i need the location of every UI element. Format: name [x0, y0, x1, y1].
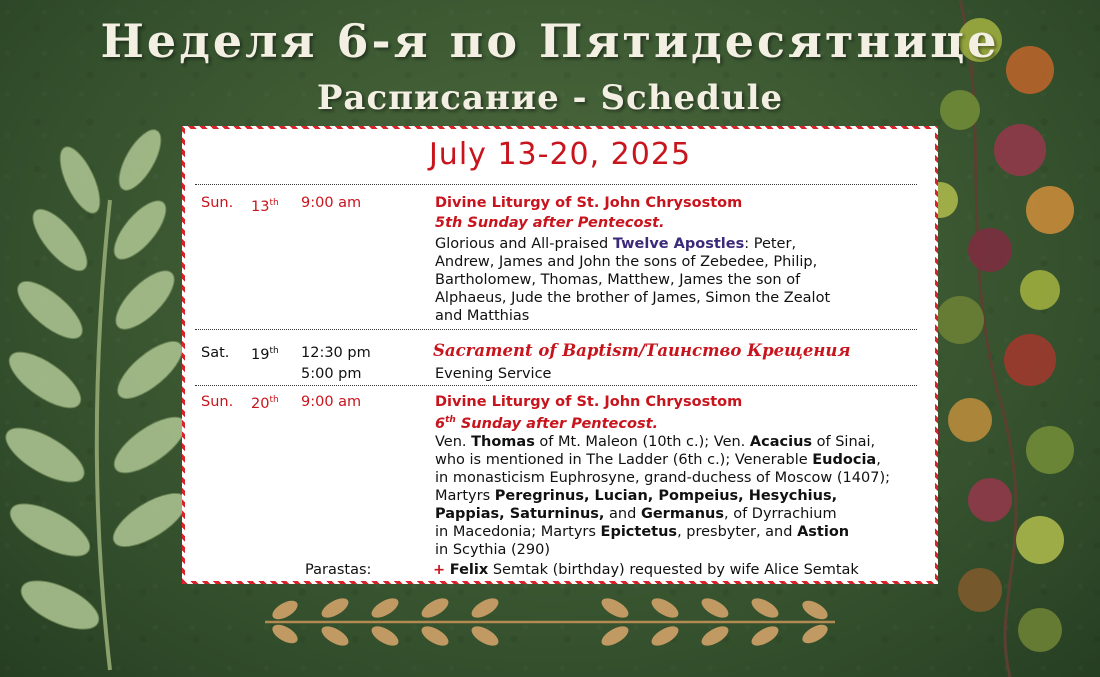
schedule-panel [182, 126, 938, 584]
commemoration-line: Ven. Thomas of Mt. Maleon (10th c.); Ven. Acacius of Sinai, [435, 434, 876, 450]
commemoration-line: in Macedonia; Martyrs Epictetus, presbyter, and Astion [435, 524, 850, 540]
left-leaf-branch-decoration [0, 60, 190, 677]
entry-time: 9:00 am [301, 394, 362, 410]
page-subtitle: Расписание - Schedule [316, 78, 784, 118]
entry-time: 5:00 pm [301, 366, 362, 382]
commemoration-line: in Scythia (290) [435, 542, 550, 558]
entry-date: 20th [251, 395, 279, 412]
parastas-text: + Felix Semtak (birthday) requested by wife Alice Semtak [433, 562, 859, 578]
commemoration-line: Martyrs Peregrinus, Lucian, Pompeius, Hesychius, [435, 488, 838, 504]
divider [195, 385, 917, 386]
page-title: Неделя 6-я по Пятидесятнице [100, 14, 1000, 68]
service-subtitle: 6th Sunday after Pentecost. [435, 415, 659, 432]
service-subtitle: 5th Sunday after Pentecost. [435, 215, 665, 231]
service-title: Sacrament of Baptism/Таинство Крещения [433, 341, 851, 360]
entry-date: 19th [251, 346, 279, 363]
service-title: Divine Liturgy of St. John Chrysostom [435, 394, 743, 410]
feast-description-line: and Matthias [435, 308, 530, 324]
feast-description-line: Bartholomew, Thomas, Matthew, James the son of [435, 272, 801, 288]
feast-description: Glorious and All-praised Twelve Apostles: Peter, [435, 236, 797, 252]
commemoration-line: who is mentioned in The Ladder (6th c.); Venerable Eudocia, [435, 452, 881, 468]
entry-day: Sun. [201, 195, 234, 211]
commemoration-line: Pappias, Saturninus, and Germanus, of Dyrrachium [435, 506, 837, 522]
parastas-label: Parastas: [305, 562, 372, 578]
entry-day: Sat. [201, 345, 230, 361]
feast-description-line: Andrew, James and John the sons of Zebedee, Philip, [435, 254, 818, 270]
entry-date: 13th [251, 198, 279, 215]
service-title: Divine Liturgy of St. John Chrysostom [435, 195, 743, 211]
entry-time: 9:00 am [301, 195, 362, 211]
divider [195, 329, 917, 330]
date-range-heading: July 13-20, 2025 [428, 137, 692, 172]
feast-description-line: Alphaeus, Jude the brother of James, Simon the Zealot [435, 290, 831, 306]
entry-time: 12:30 pm [301, 345, 371, 361]
commemoration-line: in monasticism Euphrosyne, grand-duchess of Moscow (1407); [435, 470, 890, 486]
bottom-laurel-decoration [255, 592, 845, 652]
divider [195, 184, 917, 185]
service-title: Evening Service [435, 366, 552, 382]
entry-day: Sun. [201, 394, 234, 410]
